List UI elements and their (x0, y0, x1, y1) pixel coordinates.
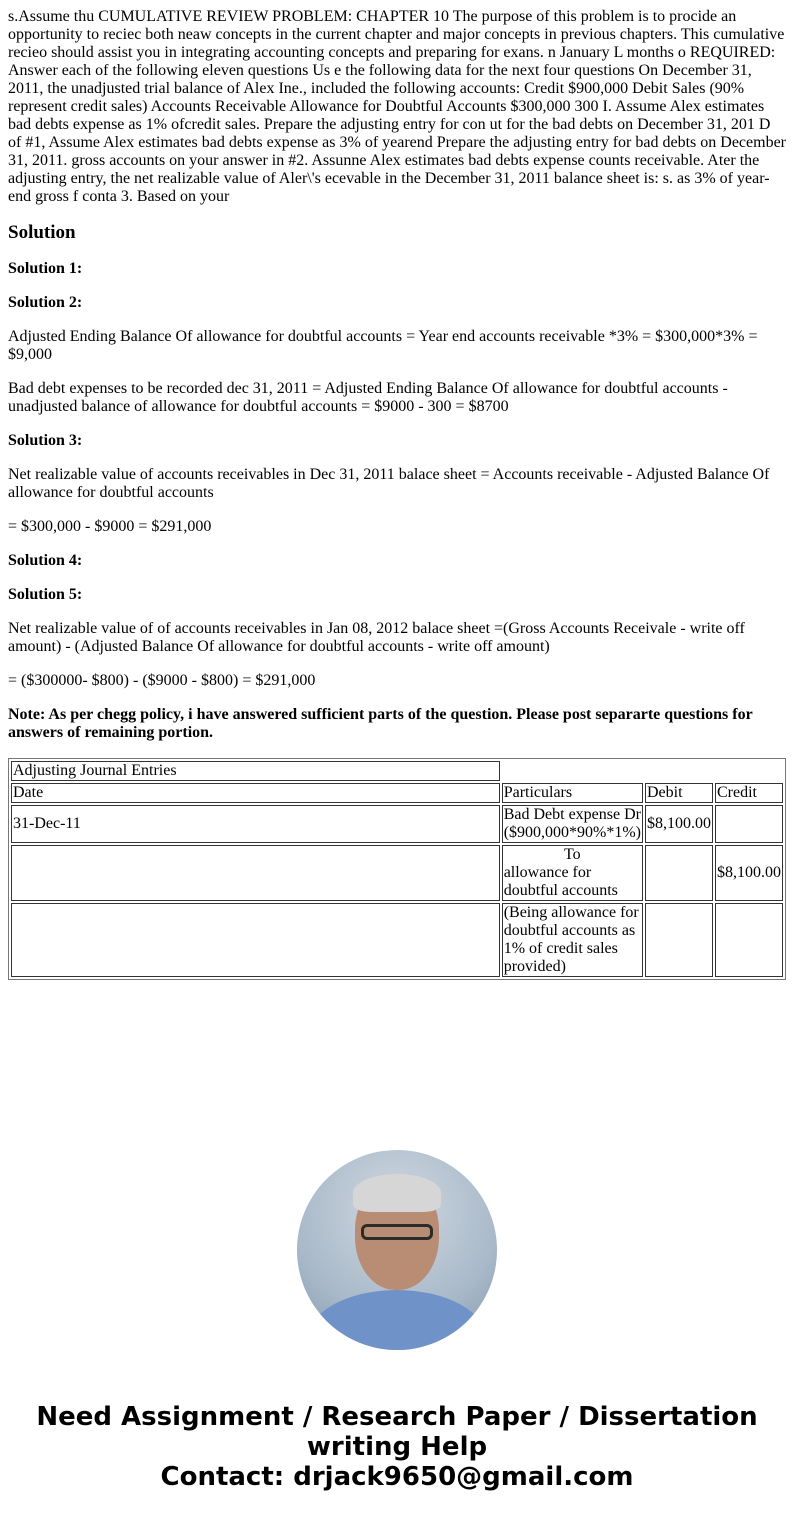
avatar-container (8, 1150, 786, 1350)
solution-5-para-1: Net realizable value of of accounts receivables in Jan 08, 2012 balace sheet =(Gross Accounts Receivale - write off amount) - (Adjusted Balance Of allowance for doubtful accounts - write off amount) (8, 620, 745, 655)
avatar-shirt (307, 1290, 487, 1350)
cell-credit (715, 903, 783, 977)
cell-credit: $8,100.00 (715, 845, 783, 901)
solution-3-label: Solution 3: (8, 432, 83, 449)
particulars-line: ($900,000*90%*1%) (503, 824, 641, 841)
cell-particulars (502, 805, 643, 843)
cell-date: 31-Dec-11 (11, 805, 500, 843)
avatar-hair (353, 1174, 441, 1212)
table-row (11, 845, 783, 901)
solution-2-para-2: Bad debt expenses to be recorded dec 31, 2011 = Adjusted Ending Balance Of allowance for doubtful accounts - unadjusted balance of allowance for doubtful accounts = $9000 - 300 = $8700 (8, 380, 728, 415)
table-row (11, 903, 783, 977)
cell-credit (715, 805, 783, 843)
solution-5-para-2: = ($300000- $800) - ($9000 - $800) = $291,000 (8, 672, 316, 689)
table-header-row (11, 783, 783, 803)
header-date: Date (11, 783, 500, 803)
journal-entries-table (8, 758, 786, 980)
cell-date (11, 845, 500, 901)
particulars-line: To (564, 846, 581, 863)
question-text: s.Assume thu CUMULATIVE REVIEW PROBLEM: CHAPTER 10 The purpose of this problem is to procide an opportunity to reciec both neaw concepts in the current chapter and major concepts in previous chapters. This cumulative recieo should assist you in integrating accounting concepts and preparing for exans. n January L months o REQUIRED: Answer each of the following eleven questions Us e the following data for the next four questions On December 31, 2011, the unadjusted trial balance of Alex Ine., included the following accounts: Credit $900,000 Debit Sales (90% represent credit sales) Accounts Receivable Allowance for Doubtful Accounts $300,000 300 I. Assume Alex estimates bad debts expense as 1% ofcredit sales. Prepare the adjusting entry for con ut for the bad debts on December 31, 201 D of #1, Assume Alex estimates bad debts expense as 3% of yearend Prepare the adjusting entry for bad debts on December 31, 2011. gross accounts on your answer in #2. Assunne Alex estimates bad debts expense counts receivable. Ater the adjusting entry, the net realizable value of Aler\'s ecevable in the December 31, 2011 balance sheet is: s. as 3% of year-end gross f conta 3. Based on your (8, 8, 786, 205)
header-debit: Debit (645, 783, 713, 803)
solution-5-label: Solution 5: (8, 586, 83, 603)
footer-headline: Need Assignment / Research Paper / Dissertation writing Help (36, 1402, 758, 1462)
cell-debit (645, 903, 713, 977)
solution-3-para-2: = $300,000 - $9000 = $291,000 (8, 518, 212, 535)
solution-2-label: Solution 2: (8, 294, 83, 311)
avatar (297, 1150, 497, 1350)
footer-contact: Contact: drjack9650@gmail.com (160, 1462, 634, 1492)
cell-date (11, 903, 500, 977)
solution-4-label: Solution 4: (8, 552, 83, 569)
note: Note: As per chegg policy, i have answered sufficient parts of the question. Please post separarte questions for answers of remaining portion. (8, 706, 753, 741)
table-row (11, 805, 783, 843)
particulars-line: allowance for doubtful accounts (503, 864, 618, 899)
avatar-glasses (361, 1224, 433, 1240)
cell-particulars: (Being allowance for doubtful accounts as 1% of credit sales provided) (502, 903, 643, 977)
table-title: Adjusting Journal Entries (11, 761, 500, 781)
header-particulars: Particulars (502, 783, 643, 803)
cell-debit: $8,100.00 (645, 805, 713, 843)
solution-2-para-1: Adjusted Ending Balance Of allowance for doubtful accounts = Year end accounts receivable *3% = $300,000*3% = $9,000 (8, 328, 758, 363)
table-title-row (11, 761, 783, 781)
cell-debit (645, 845, 713, 901)
cell-particulars (502, 845, 643, 901)
solution-3-para-1: Net realizable value of accounts receivables in Dec 31, 2011 balace sheet = Accounts receivable - Adjusted Balance Of allowance for doubtful accounts (8, 466, 770, 501)
header-credit: Credit (715, 783, 783, 803)
solution-1-label: Solution 1: (8, 260, 83, 277)
particulars-line: Bad Debt expense Dr (503, 806, 641, 823)
solution-heading: Solution (8, 222, 76, 243)
contact-footer (8, 1402, 786, 1492)
